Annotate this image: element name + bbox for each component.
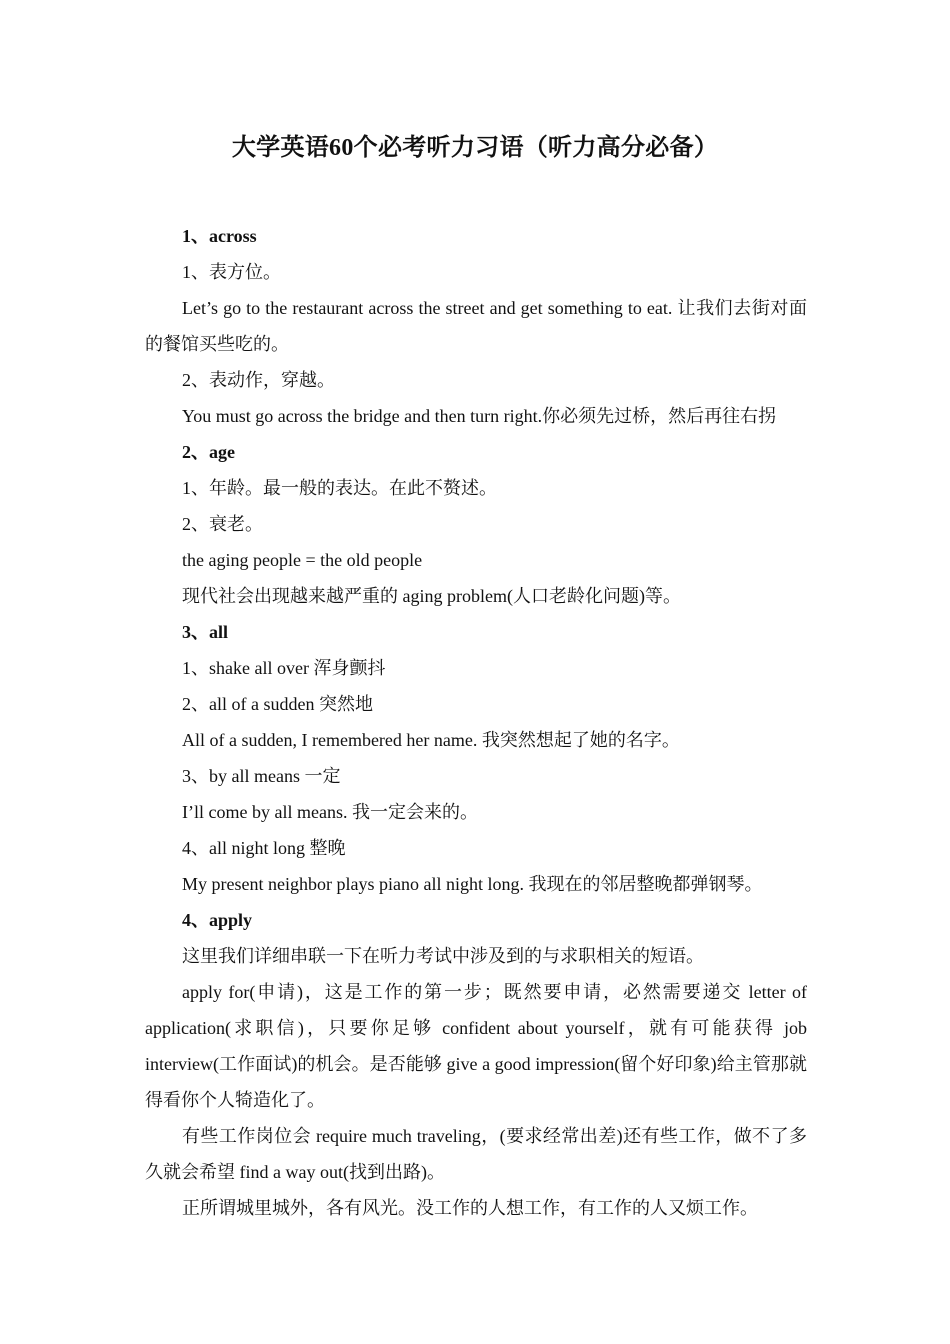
section-heading: 3、all	[182, 622, 229, 642]
paragraph: Let’s go to the restaurant across the street and get something to eat. 让我们去街对面的餐馆买些吃的。	[145, 298, 807, 354]
paragraph: 1、表方位。	[182, 262, 281, 282]
paragraph: 3、by all means 一定	[182, 766, 341, 786]
paragraph: I’ll come by all means. 我一定会来的。	[182, 802, 478, 822]
paragraph: 1、shake all over 浑身颤抖	[182, 658, 386, 678]
paragraph: 2、all of a sudden 突然地	[182, 694, 373, 714]
paragraph: 1、年龄。最一般的表达。在此不赘述。	[182, 478, 497, 498]
document-body	[145, 218, 807, 1226]
paragraph: 现代社会出现越来越严重的 aging problem(人口老龄化问题)等。	[182, 586, 681, 606]
paragraph: 4、all night long 整晚	[182, 838, 346, 858]
section-heading: 1、across	[182, 226, 257, 246]
section-heading: 4、apply	[182, 910, 253, 930]
paragraph: 正所谓城里城外，各有风光。没工作的人想工作，有工作的人又烦工作。	[182, 1198, 758, 1218]
paragraph: 2、衰老。	[182, 514, 263, 534]
paragraph: 2、表动作，穿越。	[182, 370, 335, 390]
paragraph: 有些工作岗位会 require much traveling，(要求经常出差)还有些工作，做不了多久就会希望 find a way out(找到出路)。	[145, 1126, 807, 1182]
paragraph: the aging people = the old people	[182, 550, 423, 570]
paragraph: My present neighbor plays piano all night long. 我现在的邻居整晚都弹钢琴。	[182, 874, 763, 894]
document-title: 大学英语60个必考听力习语（听力高分必备）	[231, 135, 719, 161]
paragraph: All of a sudden, I remembered her name. 我突然想起了她的名字。	[182, 730, 680, 750]
paragraph: apply for(申请)，这是工作的第一步；既然要申请，必然需要递交 letter of application(求职信)，只要你足够 confident about yourself，就有可能获得 job interview(工作面试)的机会。是否能够 give a good impression(留个好印象)给主管那就得看你个人犄造化了。	[145, 982, 807, 1110]
section-heading: 2、age	[182, 442, 235, 462]
paragraph: 这里我们详细串联一下在听力考试中涉及到的与求职相关的短语。	[182, 946, 704, 966]
paragraph: You must go across the bridge and then turn right.你必须先过桥，然后再往右拐	[182, 406, 777, 426]
